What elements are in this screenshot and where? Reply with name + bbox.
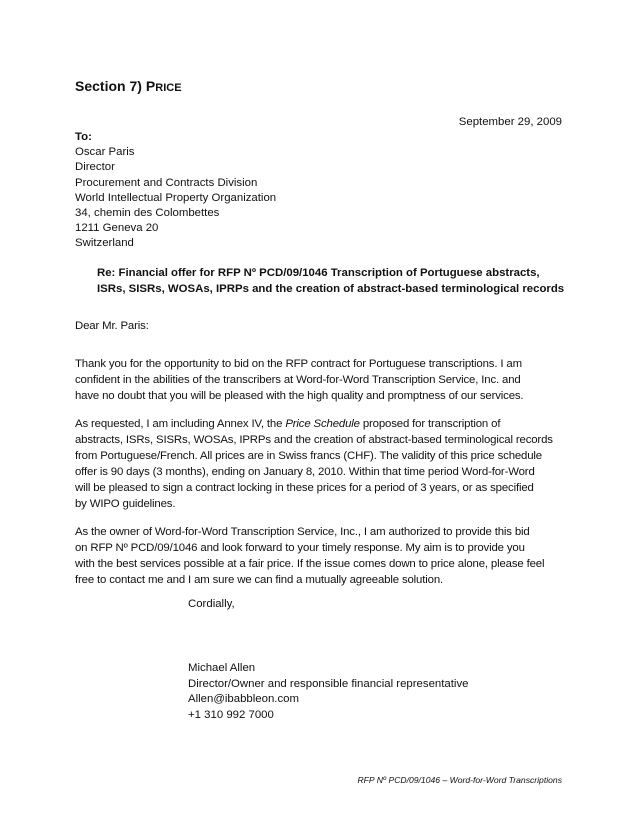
signer-phone: +1 310 992 7000 [188,708,274,721]
paragraph-line: As requested, I am including Annex IV, the Price Schedule proposed for transcription of [75,418,501,430]
subject-line-text: ISRs, SISRs, WOSAs, IPRPs and the creation of abstract-based terminological records [97,283,565,295]
paragraph-line: offer is 90 days (3 months), ending on January 8, 2010. Within that time period Word-for-Word [75,466,535,478]
subject-line [97,265,564,297]
paragraph-line: with the best services possible at a fair price. If the issue comes down to price alone, please feel [75,558,545,570]
address-line: Oscar Paris [75,146,135,159]
paragraph-thanks [75,356,523,404]
section-title: PRICE [145,78,182,94]
page-footer: RFP Nº PCD/09/1046 – Word-for-Word Transcriptions [357,775,562,785]
to-label: To: [75,131,92,143]
paragraph-line: will be pleased to sign a contract locking in these prices for a period of 3 years, or as specified [75,482,534,494]
address-line: World Intellectual Property Organization [75,191,277,204]
paragraph-line: confident in the abilities of the transcribers at Word-for-Word Transcription Service, Inc. and [75,374,521,386]
signature-block [188,661,468,723]
letter-date: September 29, 2009 [458,116,562,128]
address-line: 1211 Geneva 20 [75,222,159,235]
recipient-address [75,130,276,252]
signer-email: Allen@ibabbleon.com [188,693,299,705]
closing: Cordially, [188,598,235,610]
paragraph-line: have no doubt that you will be pleased with the high quality and promptness of our services. [75,390,524,402]
paragraph-line: abstracts, ISRs, SISRs, WOSAs, IPRPs and the creation of abstract-based terminological records [75,434,553,446]
paragraph-line: by WIPO guidelines. [75,498,176,510]
signer-name: Michael Allen [188,662,256,674]
paragraph-line: from Portuguese/French. All prices are in Swiss francs (CHF). The validity of this price schedule [75,450,542,462]
address-line: Director [75,161,115,174]
paragraph-line: on RFP Nº PCD/09/1046 and look forward to your timely response. My aim is to provide you [75,542,525,554]
salutation: Dear Mr. Paris: [75,320,149,332]
signer-title: Director/Owner and responsible financial representative [188,677,469,690]
address-line: 34, chemin des Colombettes [75,207,220,220]
address-line: Procurement and Contracts Division [75,176,258,189]
section-heading [75,78,182,94]
paragraph-price-schedule [75,416,553,512]
subject-line-text: Re: Financial offer for RFP Nº PCD/09/1046 Transcription of Portuguese abstracts, [97,267,540,279]
address-line: Switzerland [75,237,134,250]
section-number: Section 7) [75,78,142,94]
paragraph-authorization [75,524,544,588]
paragraph-line: As the owner of Word-for-Word Transcription Service, Inc., I am authorized to provide this bid [75,526,530,538]
paragraph-line: free to contact me and I am sure we can find a mutually agreeable solution. [75,574,444,586]
price-schedule-title: Price Schedule [285,418,360,430]
paragraph-line: Thank you for the opportunity to bid on the RFP contract for Portuguese transcriptions. I am [75,358,522,370]
